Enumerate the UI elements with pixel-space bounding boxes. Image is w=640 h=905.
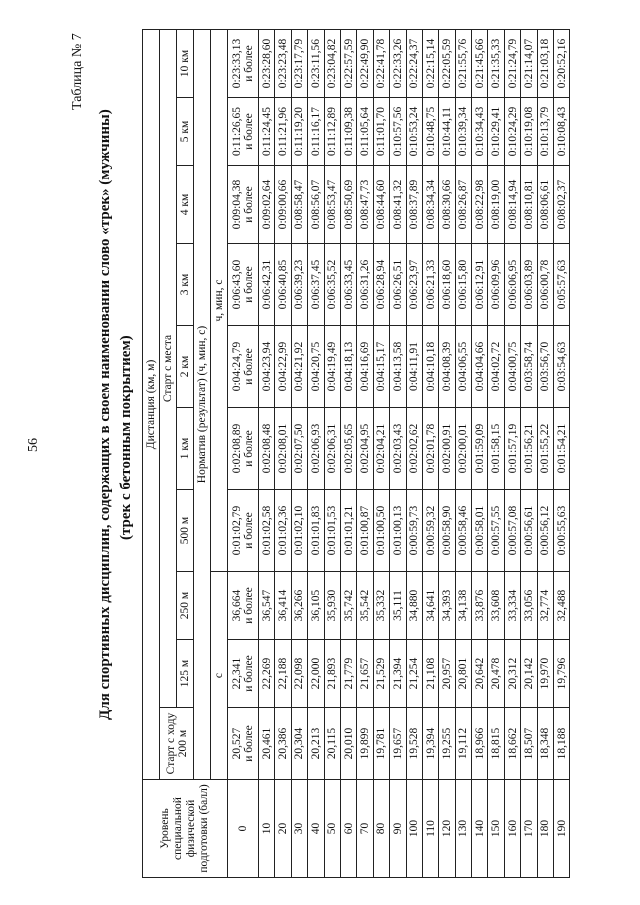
value-cell <box>228 98 259 166</box>
value-cell: 22,269 <box>259 640 275 708</box>
page-number: 56 <box>26 438 41 452</box>
value-cell: 33,056 <box>521 572 537 640</box>
value-cell: 0:08:14,94 <box>504 166 520 244</box>
value-cell: 0:08:10,81 <box>521 166 537 244</box>
value-cell: 0:01:01,83 <box>308 490 324 572</box>
table-row <box>472 30 488 878</box>
value-cell: 0:01:00,13 <box>390 490 406 572</box>
table-row <box>488 30 504 878</box>
value-cell: 0:06:42,31 <box>259 244 275 326</box>
value-cell: 0:01:00,87 <box>357 490 373 572</box>
value-cell: 0:01:02,36 <box>275 490 291 572</box>
value-cell: 0:10:19,08 <box>521 98 537 166</box>
level-cell: 50 <box>324 780 340 878</box>
value-cell: 34,641 <box>422 572 438 640</box>
value-cell: 0:02:06,31 <box>324 408 340 490</box>
value-cell <box>228 326 259 408</box>
value-cell: 0:03:56,70 <box>537 326 553 408</box>
value-cell: 22,000 <box>308 640 324 708</box>
value-cell: 0:00:59,73 <box>406 490 422 572</box>
value-cell <box>228 490 259 572</box>
value-cell: 18,815 <box>488 708 504 780</box>
table-row <box>455 30 471 878</box>
value-cell: 0:01:02,10 <box>291 490 307 572</box>
table-row <box>308 30 324 878</box>
value-cell: 0:08:06,61 <box>537 166 553 244</box>
value-cell: 0:06:03,89 <box>521 244 537 326</box>
value-cell: 20,142 <box>521 640 537 708</box>
value-cell: 0:06:28,94 <box>373 244 389 326</box>
value-cell: 0:06:23,97 <box>406 244 422 326</box>
value-cell <box>228 408 259 490</box>
value-cell: 0:06:15,80 <box>455 244 471 326</box>
value-cell: 0:08:19,00 <box>488 166 504 244</box>
value-cell: 0:00:55,63 <box>554 490 570 572</box>
header-level: Уровень специальной физической подготовки (балл) <box>143 780 228 878</box>
column-header: 200 м <box>176 729 189 758</box>
value-cell: 0:08:34,34 <box>422 166 438 244</box>
value-text: 22,341 <box>230 657 243 690</box>
value-cell: 0:21:45,66 <box>472 30 488 98</box>
or-more-text: и более <box>243 725 255 762</box>
table-row <box>439 30 455 878</box>
value-cell: 0:08:37,89 <box>406 166 422 244</box>
value-cell: 0:08:56,07 <box>308 166 324 244</box>
header-norm-result: Норматив (результат) (ч, мин, с) <box>194 30 211 780</box>
value-cell: 0:10:08,43 <box>554 98 570 166</box>
value-cell: 0:06:40,85 <box>275 244 291 326</box>
column-header: 3 км <box>177 244 194 326</box>
table-row <box>373 30 389 878</box>
value-cell <box>228 708 259 780</box>
or-more-text: и более <box>243 266 255 303</box>
table-row <box>537 30 553 878</box>
value-cell: 20,213 <box>308 708 324 780</box>
or-more-text: и более <box>243 113 255 150</box>
value-cell: 0:11:05,64 <box>357 98 373 166</box>
value-cell: 0:02:06,93 <box>308 408 324 490</box>
value-cell: 0:23:11,56 <box>308 30 324 98</box>
value-cell: 0:20:52,16 <box>554 30 570 98</box>
value-cell: 0:00:56,61 <box>521 490 537 572</box>
value-cell: 18,966 <box>472 708 488 780</box>
value-cell: 0:00:56,12 <box>537 490 553 572</box>
value-cell: 0:08:02,37 <box>554 166 570 244</box>
value-cell: 0:02:08,48 <box>259 408 275 490</box>
value-cell: 18,507 <box>521 708 537 780</box>
value-cell: 0:01:56,21 <box>521 408 537 490</box>
value-cell: 18,662 <box>504 708 520 780</box>
value-text: 0:04:24,79 <box>230 341 243 392</box>
value-cell: 0:23:23,48 <box>275 30 291 98</box>
value-cell: 0:11:21,96 <box>275 98 291 166</box>
value-cell: 20,304 <box>291 708 307 780</box>
value-cell: 19,112 <box>455 708 471 780</box>
value-cell: 20,386 <box>275 708 291 780</box>
value-cell: 35,742 <box>340 572 356 640</box>
value-cell: 0:21:24,79 <box>504 30 520 98</box>
value-cell: 18,348 <box>537 708 553 780</box>
table-row <box>357 30 373 878</box>
value-cell <box>228 166 259 244</box>
value-cell: 35,930 <box>324 572 340 640</box>
value-cell: 0:04:06,55 <box>455 326 471 408</box>
value-cell: 0:02:04,21 <box>373 408 389 490</box>
value-cell: 0:10:24,29 <box>504 98 520 166</box>
value-cell: 0:22:57,59 <box>340 30 356 98</box>
value-cell: 0:02:01,78 <box>422 408 438 490</box>
or-more-text: и более <box>243 430 255 467</box>
value-cell: 0:04:23,94 <box>259 326 275 408</box>
or-more-text: и более <box>243 348 255 385</box>
value-cell: 0:10:53,24 <box>406 98 422 166</box>
value-cell: 0:04:13,58 <box>390 326 406 408</box>
header-standing-start: Старт с места <box>160 30 177 708</box>
value-cell: 0:02:07,50 <box>291 408 307 490</box>
value-cell: 0:01:01,53 <box>324 490 340 572</box>
value-cell: 0:03:54,63 <box>554 326 570 408</box>
value-cell: 0:09:02,64 <box>259 166 275 244</box>
value-cell: 0:00:57,55 <box>488 490 504 572</box>
value-cell <box>228 572 259 640</box>
value-cell: 0:22:49,90 <box>357 30 373 98</box>
level-cell: 190 <box>554 780 570 878</box>
value-cell: 0:08:44,60 <box>373 166 389 244</box>
value-cell: 19,796 <box>554 640 570 708</box>
value-cell: 0:10:57,56 <box>390 98 406 166</box>
value-cell: 0:10:48,75 <box>422 98 438 166</box>
value-cell: 0:06:31,26 <box>357 244 373 326</box>
value-text: 0:11:26,65 <box>230 106 243 157</box>
value-cell: 0:00:58,90 <box>439 490 455 572</box>
value-cell: 0:06:00,78 <box>537 244 553 326</box>
value-cell: 0:09:00,66 <box>275 166 291 244</box>
value-cell: 21,779 <box>340 640 356 708</box>
level-cell: 180 <box>537 780 553 878</box>
level-cell: 130 <box>455 780 471 878</box>
level-cell: 110 <box>422 780 438 878</box>
value-cell: 21,657 <box>357 640 373 708</box>
value-cell: 0:10:34,43 <box>472 98 488 166</box>
value-text: 0:01:02,79 <box>230 505 243 556</box>
value-cell: 20,478 <box>488 640 504 708</box>
column-header: 4 км <box>177 166 194 244</box>
value-cell: 0:04:22,99 <box>275 326 291 408</box>
value-cell: 35,542 <box>357 572 373 640</box>
value-cell: 19,255 <box>439 708 455 780</box>
value-cell: 0:01:01,21 <box>340 490 356 572</box>
level-cell: 170 <box>521 780 537 878</box>
level-cell: 40 <box>308 780 324 878</box>
value-cell: 0:06:06,95 <box>504 244 520 326</box>
value-text: 20,527 <box>230 727 243 760</box>
header-unit-sec: с <box>211 572 228 780</box>
value-cell: 0:21:55,76 <box>455 30 471 98</box>
level-cell: 100 <box>406 780 422 878</box>
value-text: 0:09:04,38 <box>230 179 243 230</box>
column-header: 125 м <box>177 640 194 708</box>
standards-table-container <box>142 30 574 878</box>
value-cell: 0:03:58,74 <box>521 326 537 408</box>
value-cell: 0:22:33,26 <box>390 30 406 98</box>
value-cell: 0:08:50,69 <box>340 166 356 244</box>
value-cell: 0:08:53,47 <box>324 166 340 244</box>
value-cell: 0:22:41,78 <box>373 30 389 98</box>
level-cell: 20 <box>275 780 291 878</box>
header-flying-start-label: Старт с ходу <box>164 712 177 775</box>
value-cell: 0:21:35,33 <box>488 30 504 98</box>
value-cell: 0:11:09,38 <box>340 98 356 166</box>
value-cell: 35,332 <box>373 572 389 640</box>
value-cell: 0:10:29,41 <box>488 98 504 166</box>
value-cell: 33,876 <box>472 572 488 640</box>
level-cell: 90 <box>390 780 406 878</box>
value-cell: 22,188 <box>275 640 291 708</box>
or-more-text: и более <box>243 512 255 549</box>
value-cell: 35,111 <box>390 572 406 640</box>
level-cell: 150 <box>488 780 504 878</box>
value-cell: 0:23:17,79 <box>291 30 307 98</box>
table-row <box>422 30 438 878</box>
value-cell: 0:08:41,32 <box>390 166 406 244</box>
value-cell: 0:11:16,17 <box>308 98 324 166</box>
value-cell: 0:00:59,32 <box>422 490 438 572</box>
value-cell: 36,547 <box>259 572 275 640</box>
value-cell: 0:06:33,45 <box>340 244 356 326</box>
value-cell: 34,138 <box>455 572 471 640</box>
value-text: 0:02:08,89 <box>230 423 243 474</box>
value-cell: 0:01:55,22 <box>537 408 553 490</box>
table-row <box>324 30 340 878</box>
table-row <box>228 30 259 878</box>
value-cell: 0:22:24,37 <box>406 30 422 98</box>
value-cell: 34,880 <box>406 572 422 640</box>
value-cell: 19,970 <box>537 640 553 708</box>
value-cell: 0:11:12,89 <box>324 98 340 166</box>
value-cell: 20,461 <box>259 708 275 780</box>
value-cell: 0:06:18,60 <box>439 244 455 326</box>
value-cell: 0:21:03,18 <box>537 30 553 98</box>
value-cell: 0:01:59,09 <box>472 408 488 490</box>
value-cell: 20,115 <box>324 708 340 780</box>
value-cell: 0:01:02,58 <box>259 490 275 572</box>
value-cell: 0:04:04,66 <box>472 326 488 408</box>
value-cell: 0:04:15,17 <box>373 326 389 408</box>
value-cell: 33,608 <box>488 572 504 640</box>
value-cell: 0:08:47,73 <box>357 166 373 244</box>
value-cell: 0:01:00,50 <box>373 490 389 572</box>
column-header: 5 км <box>177 98 194 166</box>
value-cell: 0:04:18,13 <box>340 326 356 408</box>
value-cell: 36,266 <box>291 572 307 640</box>
value-cell: 0:00:58,46 <box>455 490 471 572</box>
table-row <box>554 30 570 878</box>
value-cell: 19,899 <box>357 708 373 780</box>
value-cell: 21,394 <box>390 640 406 708</box>
value-cell: 0:04:16,69 <box>357 326 373 408</box>
value-cell: 20,957 <box>439 640 455 708</box>
or-more-text: и более <box>243 186 255 223</box>
value-cell: 0:02:00,91 <box>439 408 455 490</box>
value-cell: 36,414 <box>275 572 291 640</box>
value-text: 0:23:33,13 <box>230 38 243 89</box>
column-header: 250 м <box>177 572 194 640</box>
level-cell: 120 <box>439 780 455 878</box>
value-cell: 0:02:08,01 <box>275 408 291 490</box>
value-cell: 0:02:04,95 <box>357 408 373 490</box>
value-cell: 0:00:57,08 <box>504 490 520 572</box>
value-cell: 0:01:54,21 <box>554 408 570 490</box>
header-flying-start <box>160 708 194 780</box>
value-cell: 0:04:08,39 <box>439 326 455 408</box>
table-row <box>340 30 356 878</box>
value-cell: 0:04:02,72 <box>488 326 504 408</box>
table-row <box>390 30 406 878</box>
table-caption: Для спортивных дисциплин, содержащих в своем наименовании слово «трек» (мужчины) <box>97 109 113 720</box>
level-cell: 10 <box>259 780 275 878</box>
level-cell: 70 <box>357 780 373 878</box>
value-cell: 0:23:28,60 <box>259 30 275 98</box>
value-cell: 20,312 <box>504 640 520 708</box>
value-cell: 0:22:05,59 <box>439 30 455 98</box>
value-cell: 0:08:58,47 <box>291 166 307 244</box>
value-cell: 33,334 <box>504 572 520 640</box>
value-cell: 0:04:20,75 <box>308 326 324 408</box>
value-cell: 0:02:05,65 <box>340 408 356 490</box>
value-cell: 20,642 <box>472 640 488 708</box>
level-cell: 140 <box>472 780 488 878</box>
value-cell: 21,893 <box>324 640 340 708</box>
value-cell <box>228 640 259 708</box>
column-header: 10 км <box>177 30 194 98</box>
value-cell: 0:05:57,63 <box>554 244 570 326</box>
value-cell: 0:04:10,18 <box>422 326 438 408</box>
value-cell: 0:06:09,96 <box>488 244 504 326</box>
value-cell: 0:02:00,01 <box>455 408 471 490</box>
value-cell: 0:22:15,14 <box>422 30 438 98</box>
value-cell: 32,774 <box>537 572 553 640</box>
value-cell: 0:06:35,52 <box>324 244 340 326</box>
table-row <box>275 30 291 878</box>
value-cell: 0:01:57,19 <box>504 408 520 490</box>
value-cell: 19,528 <box>406 708 422 780</box>
value-cell: 0:02:02,62 <box>406 408 422 490</box>
value-cell: 0:10:13,79 <box>537 98 553 166</box>
value-cell: 0:11:01,70 <box>373 98 389 166</box>
level-cell: 0 <box>228 780 259 878</box>
header-distance: Дистанция (км, м) <box>143 30 160 780</box>
value-text: 0:06:43,60 <box>230 259 243 310</box>
value-cell: 0:08:26,87 <box>455 166 471 244</box>
table-number: Таблица № 7 <box>70 33 85 110</box>
value-cell: 0:04:11,91 <box>406 326 422 408</box>
level-cell: 80 <box>373 780 389 878</box>
table-row <box>521 30 537 878</box>
value-cell: 21,529 <box>373 640 389 708</box>
value-cell: 0:11:19,20 <box>291 98 307 166</box>
value-cell: 0:02:03,43 <box>390 408 406 490</box>
value-cell: 34,393 <box>439 572 455 640</box>
or-more-text: и более <box>243 587 255 624</box>
value-cell: 21,254 <box>406 640 422 708</box>
level-cell: 60 <box>340 780 356 878</box>
value-cell: 19,657 <box>390 708 406 780</box>
value-cell <box>228 244 259 326</box>
value-cell: 21,108 <box>422 640 438 708</box>
table-row <box>291 30 307 878</box>
value-cell: 18,188 <box>554 708 570 780</box>
standards-table <box>142 29 570 878</box>
table-caption-subtitle: (трек с бетонным покрытием) <box>118 335 134 540</box>
value-cell: 0:04:21,92 <box>291 326 307 408</box>
or-more-text: и более <box>243 655 255 692</box>
value-cell: 0:08:30,66 <box>439 166 455 244</box>
value-cell: 0:06:12,91 <box>472 244 488 326</box>
value-cell: 0:00:58,01 <box>472 490 488 572</box>
level-cell: 160 <box>504 780 520 878</box>
or-more-text: и более <box>243 45 255 82</box>
value-cell: 0:04:19,49 <box>324 326 340 408</box>
value-cell: 0:21:14,07 <box>521 30 537 98</box>
header-unit-hms: ч, мин, с <box>211 30 228 572</box>
value-cell: 20,010 <box>340 708 356 780</box>
value-cell: 0:10:39,34 <box>455 98 471 166</box>
value-text: 36,664 <box>230 589 243 622</box>
value-cell: 0:06:39,23 <box>291 244 307 326</box>
value-cell: 32,488 <box>554 572 570 640</box>
value-cell: 0:06:21,33 <box>422 244 438 326</box>
value-cell: 0:23:04,82 <box>324 30 340 98</box>
value-cell: 36,105 <box>308 572 324 640</box>
value-cell: 0:10:44,11 <box>439 98 455 166</box>
value-cell: 19,394 <box>422 708 438 780</box>
column-header: 500 м <box>177 490 194 572</box>
value-cell: 22,098 <box>291 640 307 708</box>
value-cell: 0:06:37,45 <box>308 244 324 326</box>
value-cell: 0:11:24,45 <box>259 98 275 166</box>
table-row <box>406 30 422 878</box>
value-cell: 20,801 <box>455 640 471 708</box>
value-cell <box>228 30 259 98</box>
value-cell: 0:01:58,15 <box>488 408 504 490</box>
value-cell: 0:06:26,51 <box>390 244 406 326</box>
value-cell: 0:08:22,98 <box>472 166 488 244</box>
table-row <box>259 30 275 878</box>
value-cell: 19,781 <box>373 708 389 780</box>
table-row <box>504 30 520 878</box>
level-cell: 30 <box>291 780 307 878</box>
column-header: 1 км <box>177 408 194 490</box>
value-cell: 0:04:00,75 <box>504 326 520 408</box>
column-header: 2 км <box>177 326 194 408</box>
